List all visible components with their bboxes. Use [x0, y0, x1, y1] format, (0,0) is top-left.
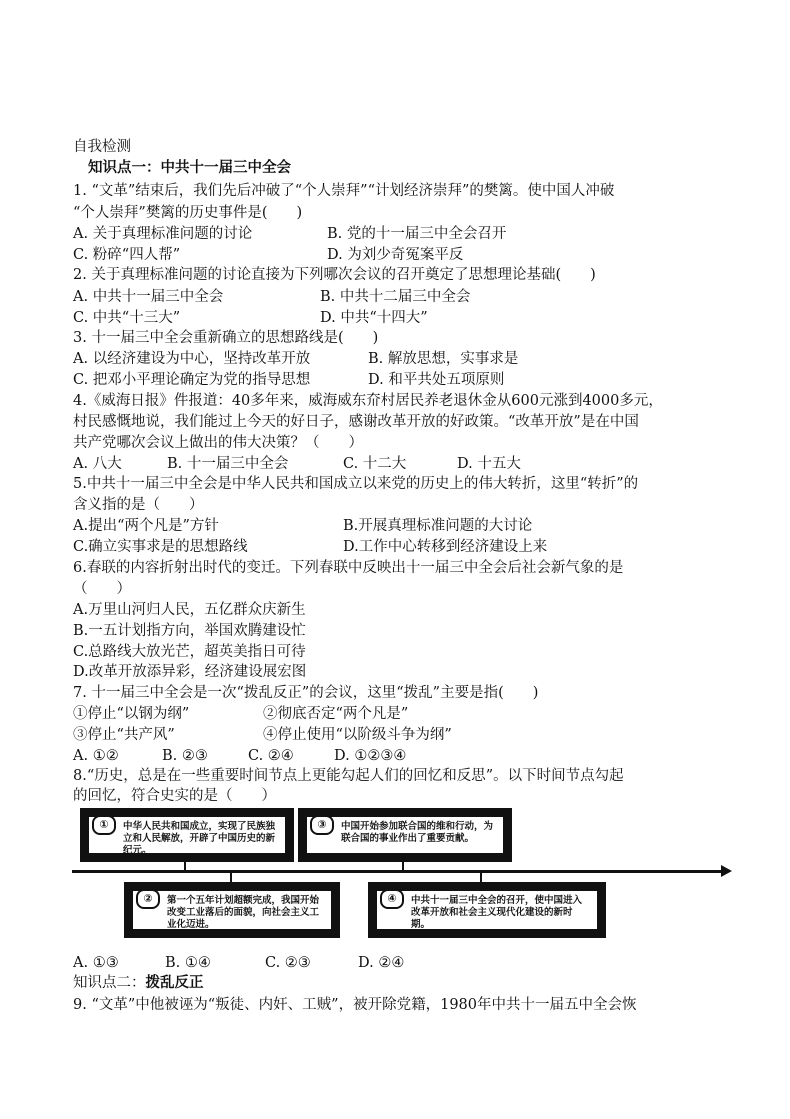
q2-stem: 2. 关于真理标准问题的讨论直接为下列哪次会议的召开奠定了思想理论基础( ) — [73, 267, 596, 283]
timeline-box-1-text: 中华人民共和国成立，实现了民族独立和人民解放，开辟了中国历史的新纪元。 — [88, 816, 286, 854]
q8-option-c: C. ②③ — [265, 955, 311, 971]
q2-option-d: D. 中共“十四大” — [320, 310, 428, 326]
timeline-figure — [70, 806, 730, 948]
q1-stem-line1: 1. “文革”结束后，我们先后冲破了“个人崇拜”“计划经济崇拜”的樊篱。使中国人冲破 — [73, 183, 615, 199]
q5-option-b: B.开展真理标准问题的大讨论 — [343, 518, 533, 534]
q7-option-c: C. ②④ — [248, 748, 294, 764]
q7-stem: 7. 十一届三中全会是一次“拨乱反正”的会议，这里“拨乱”主要是指( ) — [73, 685, 539, 701]
timeline-box-3 — [298, 808, 512, 862]
q1-option-b: B. 党的十一届三中全会召开 — [327, 226, 507, 242]
q5-stem-line2: 含义指的是（ ） — [73, 497, 204, 513]
q6-option-c: C.总路线大放光芒，超英美指日可待 — [73, 644, 306, 660]
q7-option-d: D. ①②③④ — [334, 748, 407, 764]
q1-option-c: C. 粉碎“四人帮” — [73, 247, 181, 263]
q1-option-a: A. 关于真理标准问题的讨论 — [73, 226, 253, 242]
knowledge-point-1: 知识点一：中共十一届三中全会 — [88, 159, 291, 176]
q4-option-d: D. 十五大 — [457, 456, 521, 472]
timeline-box-3-text: 中国开始参加联合国的维和行动，为联合国的事业作出了重要贡献。 — [306, 816, 504, 854]
timeline-axis — [72, 870, 722, 873]
timeline-box-1-number: ① — [92, 815, 116, 835]
q2-option-b: B. 中共十二届三中全会 — [320, 289, 471, 305]
q8-option-b: B. ①④ — [165, 955, 211, 971]
timeline-box-2-number: ② — [136, 889, 160, 909]
knowledge-point-2-title: 拨乱反正 — [145, 974, 204, 991]
timeline-box-4-number: ④ — [380, 889, 404, 909]
q7-item-4: ④停止使用“以阶级斗争为纲” — [263, 727, 452, 743]
q5-option-a: A.提出“两个凡是”方针 — [73, 518, 219, 534]
q7-item-2: ②彻底否定“两个凡是” — [263, 706, 409, 722]
q8-option-a: A. ①③ — [73, 955, 119, 971]
q9-stem-line1: 9. “文革”中他被诬为“叛徒、内奸、工贼”，被开除党籍，1980年中共十一届五中全会恢 — [73, 997, 637, 1013]
q3-option-a: A. 以经济建设为中心，坚持改革开放 — [73, 351, 311, 367]
q4-option-c: C. 十二大 — [343, 456, 407, 472]
timeline-box-3-number: ③ — [310, 815, 334, 835]
q4-option-b: B. 十一届三中全会 — [167, 456, 289, 472]
q7-item-3: ③停止“共产风” — [73, 727, 175, 743]
q3-stem: 3. 十一届三中全会重新确立的思想路线是( ) — [73, 330, 379, 346]
q7-option-b: B. ②③ — [162, 748, 208, 764]
q6-option-d: D.改革开放添异彩，经济建设展宏图 — [73, 664, 307, 680]
q5-stem-line1: 5.中共十一届三中全会是中华人民共和国成立以来党的历史上的伟大转折，这里“转折”的 — [73, 476, 639, 492]
timeline-box-4-text: 中共十一届三中全会的召开，使中国进入改革开放和社会主义现代化建设的新时期。 — [376, 890, 598, 930]
q3-option-d: D. 和平共处五项原则 — [368, 372, 505, 388]
q2-option-c: C. 中共“十三大” — [73, 310, 181, 326]
timeline-box-2 — [124, 882, 340, 938]
knowledge-point-2-prefix: 知识点二： — [73, 975, 146, 991]
q6-option-b: B.一五计划指方向，举国欢腾建设忙 — [73, 623, 306, 639]
q1-stem-line2: “个人崇拜”樊篱的历史事件是( ) — [73, 205, 303, 221]
section-heading: 自我检测 — [73, 139, 131, 155]
q6-stem-line1: 6.春联的内容折射出时代的变迁。下列春联中反映出十一届三中全会后社会新气象的是 — [73, 560, 624, 576]
q7-item-1: ①停止“以钢为纲” — [73, 706, 190, 722]
q8-option-d: D. ②④ — [358, 955, 405, 971]
q4-stem-line1: 4.《威海日报》件报道：40多年来，威海威东夼村居民养老退休金从600元涨到4000多元， — [73, 393, 663, 409]
timeline-stem-1 — [184, 860, 186, 871]
q4-option-a: A. 八大 — [73, 456, 122, 472]
q2-option-a: A. 中共十一届三中全会 — [73, 289, 224, 305]
q4-stem-line2: 村民感慨地说，我们能过上今天的好日子，感谢改革开放的好政策。“改革开放”是在中国 — [73, 414, 639, 430]
q3-option-c: C. 把邓小平理论确定为党的指导思想 — [73, 372, 311, 388]
q4-stem-line3: 共产党哪次会议上做出的伟大决策？（ ） — [73, 435, 363, 451]
timeline-box-1 — [80, 808, 294, 862]
q5-option-d: D.工作中心转移到经济建设上来 — [343, 539, 548, 555]
q6-stem-line2: （ ） — [73, 581, 131, 597]
timeline-stem-3 — [402, 860, 404, 871]
q5-option-c: C.确立实事求是的思想路线 — [73, 539, 248, 555]
timeline-box-4 — [368, 882, 606, 938]
q3-option-b: B. 解放思想，实事求是 — [368, 351, 519, 367]
q6-option-a: A.万里山河归人民，五亿群众庆新生 — [73, 602, 306, 618]
knowledge-point-2 — [73, 973, 204, 993]
q8-stem-line2: 的回忆，符合史实的是（ ） — [73, 788, 276, 804]
q7-option-a: A. ①② — [73, 748, 119, 764]
q1-option-d: D. 为刘少奇冤案平反 — [327, 247, 464, 263]
q8-stem-line1: 8.“历史，总是在一些重要时间节点上更能勾起人们的回忆和反思”。以下时间节点勾起 — [73, 768, 624, 784]
timeline-box-2-text: 第一个五年计划超额完成，我国开始改变工业落后的面貌，向社会主义工业化迈进。 — [132, 890, 332, 930]
